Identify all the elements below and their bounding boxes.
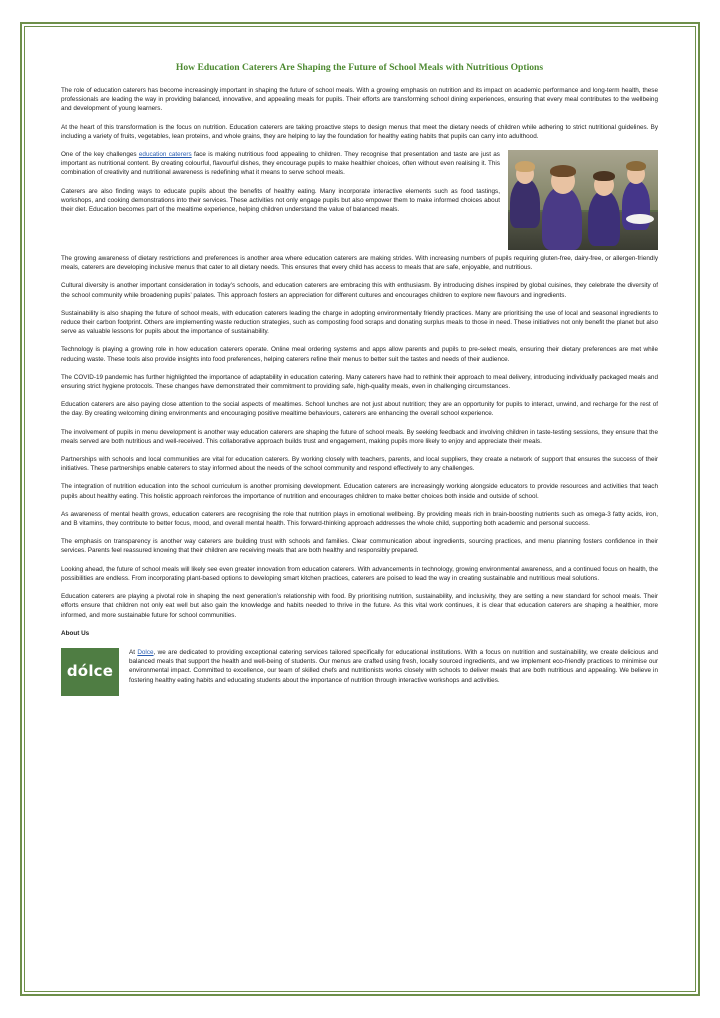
paragraph: At the heart of this transformation is the focus on nutrition. Education caterers are taking proactive steps to design menus that meet the dietary needs of children while adhering to strict nutritional guidelines. By including a variety of fruits, vegetables, lean proteins, and whole grains, they are helping to lay the foundation for healthy eating habits that pupils can carry into adulthood. xyxy=(61,123,658,140)
paragraph: Looking ahead, the future of school meals will likely see even greater innovation from education caterers. With advancements in technology, growing environmental awareness, and a continued focus on health, the possibilities are endless. From incorporating plant-based options to developing smart kitchen practices, caterers are poised to lead the way in creating sustainable and nutritious meal solutions. xyxy=(61,565,658,582)
paragraph: Caterers are also finding ways to educate pupils about the benefits of healthy eating. Many incorporate interactive elements such as food tastings, workshops, and cooking demonstrations into their services. These activities not only engage pupils but also empower them to make informed choices about their diet. Education becomes part of the mealtime experience, helping children understand the value of balanced meals. xyxy=(61,187,500,214)
article-body xyxy=(61,62,658,696)
paragraph: The role of education caterers has become increasingly important in shaping the future of school meals. With a growing emphasis on nutrition and its impact on academic performance and long-term health, these professionals are leading the way in providing balanced, innovative, and appealing meals for pupils. Their efforts are transforming school dining experiences, ensuring that every meal contributes to the wellbeing and development of young learners. xyxy=(61,87,658,113)
paragraph: As awareness of mental health grows, education caterers are recognising the role that nutrition plays in emotional wellbeing. By providing meals rich in brain-boosting nutrients such as omega-3 fatty acids, iron, and B vitamins, they contribute to better focus, mood, and overall mental health. This forward-thinking approach addresses the whole child, supporting both academic and personal success. xyxy=(61,510,658,528)
about-us-text: At Dolce, we are dedicated to providing exceptional catering services tailored specifically for educational institutions. With a focus on nutrition and sustainability, we create delicious and balanced meals that support the health and well-being of students. Our menus are crafted using fresh, locally sourced ingredients, and we implement eco-friendly practices to minimise our environmental impact. Committed to excellence, our team of skilled chefs and nutritionists works closely with schools to deliver meals that are both nutritious and appealing. We believe in fostering healthy eating habits and educating students about the importance of nutrition through interactive workshops and activities. xyxy=(129,648,658,684)
photo-section xyxy=(61,150,658,254)
paragraph: Education caterers are playing a pivotal role in shaping the next generation’s relationship with food. By prioritising nutrition, sustainability, and inclusivity, they are setting a new standard for school meals. Their efforts ensure that children not only eat well but also gain the knowledge and habits needed to thrive in the future. As this vital work continues, it is clear that education caterers are shaping a healthier, more informed, and more sustainable future for school communities. xyxy=(61,593,658,619)
about-us-section xyxy=(61,648,658,696)
dolce-link[interactable]: Dolce xyxy=(137,648,154,656)
paragraph: The COVID-19 pandemic has further highlighted the importance of adaptability in education catering. Many caterers have had to rethink their approach to meal delivery, introducing individually packaged meals and ensuring strict hygiene protocols. These changes have demonstrated their commitment to providing safe, high-quality meals, even in challenging circumstances. xyxy=(61,373,658,391)
article-title: How Education Caterers Are Shaping the Future of School Meals with Nutritious Options xyxy=(175,62,544,73)
school-children-photo xyxy=(508,150,658,250)
dolce-logo xyxy=(61,648,119,696)
education-caterers-link[interactable]: education caterers xyxy=(138,151,192,159)
paragraph: Sustainability is also shaping the future of school meals, with education caterers leading the charge in adopting environmentally friendly practices. Many are prioritising the use of local and seasonal ingredients to reduce their carbon footprint. Others are implementing waste reduction strategies, such as composting food scraps and donating surplus meals to those in need. These initiatives not only benefit the planet but also serve as valuable lessons for pupils about the importance of sustainability. xyxy=(61,309,658,336)
paragraph: The involvement of pupils in menu development is another way education caterers are shaping the future of school meals. By seeking feedback and involving children in taste-testing sessions, they ensure that the meals served are both nutritious and well-received. This collaborative approach builds trust and engagement, making pupils more likely to enjoy and appreciate their meals. xyxy=(61,428,658,445)
paragraph: Education caterers are also paying close attention to the social aspects of mealtimes. School lunches are not just about nutrition; they are an opportunity for pupils to interact, unwind, and recharge for the rest of the day. By creating welcoming dining environments and encouraging positive mealtime behaviours, caterers are enhancing the overall school experience. xyxy=(61,401,658,418)
about-us-heading: About Us xyxy=(61,629,90,637)
paragraph: The emphasis on transparency is another way caterers are building trust with schools and families. Clear communication about ingredients, sourcing practices, and menu planning fosters confidence in their services. Parents feel reassured knowing that their children are receiving meals that are both healthy and responsibly prepared. xyxy=(61,538,658,555)
paragraph: Cultural diversity is another important consideration in today’s schools, and education caterers are embracing this with enthusiasm. By introducing dishes inspired by global cuisines, they celebrate the diversity of the school community while broadening pupils’ palates. This approach fosters an appreciation for different cultures and encourages children to explore new flavours and ingredients. xyxy=(61,282,658,299)
paragraph: Technology is playing a growing role in how education caterers operate. Online meal ordering systems and apps allow parents and pupils to pre-select meals, ensuring their dietary preferences are met while reducing waste. These tools also provide insights into food preferences, helping caterers refine their menus to better suit the tastes and needs of their audience. xyxy=(61,346,658,363)
paragraph: The integration of nutrition education into the school curriculum is another promising development. Education caterers are increasingly working alongside educators to provide resources and activities that teach pupils about healthy eating. This holistic approach reinforces the importance of nutrition and encourages children to make better choices both inside and outside of school. xyxy=(61,483,658,500)
dolce-logo-text: dólce xyxy=(66,662,114,681)
paragraph: One of the key challenges education caterers face is making nutritious food appealing to children. They recognise that presentation and taste are just as important as nutritional content. By creating colourful, flavourful dishes, they encourage pupils to make healthier choices, often without even realising it. This combination of creativity and nutritional awareness is redefining what it means to serve school meals. xyxy=(61,151,500,177)
paragraph: Partnerships with schools and local communities are vital for education caterers. By working closely with teachers, parents, and local suppliers, they create a network of support that ensures the success of their initiatives. These partnerships enable caterers to stay informed about the needs of the school community and respond effectively to any challenges. xyxy=(61,456,658,473)
paragraph: The growing awareness of dietary restrictions and preferences is another area where education caterers are making strides. With increasing numbers of pupils requiring gluten-free, dairy-free, or allergen-friendly meals, caterers are developing inclusive menus that cater to all dietary needs. This ensures that every child has access to meals that are safe, enjoyable, and nutritious. xyxy=(61,255,658,272)
